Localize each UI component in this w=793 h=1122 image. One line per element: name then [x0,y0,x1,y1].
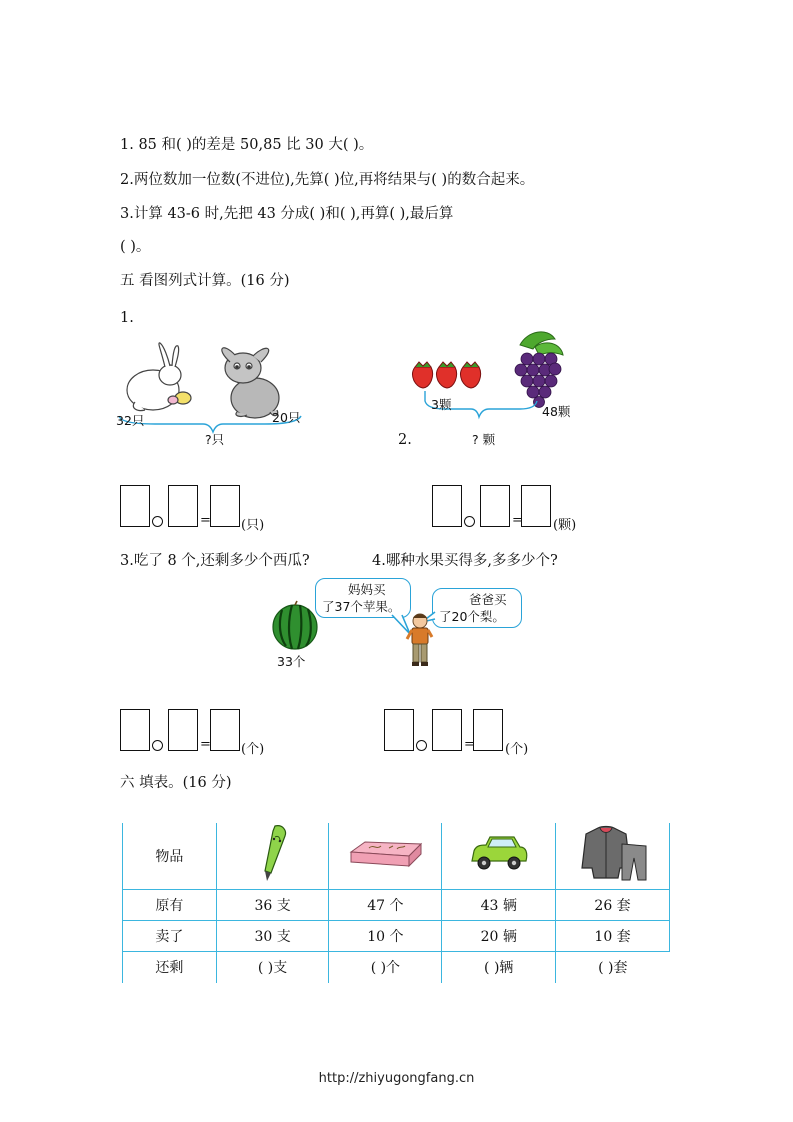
watermelon-count: 33个 [277,654,306,669]
answer-cell[interactable]: ( )套 [598,960,628,977]
question-line-2: 2.两位数加一位数(不进位),先算( )位,再将结果与( )的数合起来。 [120,172,535,188]
grey-rabbit-icon [222,348,279,418]
question-line-3-cont: ( )。 [120,239,151,255]
strawberry-icon [437,362,457,388]
section-6-heading: 六 填表。(16 分) [120,775,232,791]
strawberry-icon [461,362,481,388]
q2-number: 2. [398,432,412,448]
mom-bubble-line-1: 妈妈买 [348,582,386,597]
mom-bubble-line-2: 了37个苹果。 [322,599,401,614]
answer-box[interactable] [480,485,510,527]
unit-label: (个) [241,742,265,757]
pen-cell [216,823,329,890]
table-row-left [123,952,670,983]
table-row-have [123,890,670,921]
table-cell: 30 支 [216,921,329,952]
equals-sign: = [512,513,523,528]
row-label-have: 原有 [123,890,217,921]
left-rabbit-count: 32只 [116,413,145,428]
operator-circle[interactable] [464,516,475,527]
q4-text: 4.哪种水果买得多,多多少个? [372,553,558,569]
car-cell [442,823,556,890]
table-row-items [123,823,670,890]
operator-circle[interactable] [152,740,163,751]
equals-sign: = [464,737,475,752]
table-row-sold [123,921,670,952]
answer-cell[interactable]: ( )支 [216,952,329,983]
dad-bubble-line-1: 爸爸买 [469,592,507,607]
strawberry-count: 3颗 [431,397,452,412]
answer-cell[interactable]: ( )个 [329,952,442,983]
boy-icon [403,612,437,668]
row-label-sold: 卖了 [123,921,217,952]
answer-box[interactable] [120,485,150,527]
answer-box[interactable] [210,709,240,751]
answer-box[interactable] [384,709,414,751]
answer-box[interactable] [120,709,150,751]
clothes-cell [556,823,670,890]
answer-box[interactable] [210,485,240,527]
row-label-left: 还剩 [123,952,217,983]
mom-speech-bubble [315,578,411,618]
rabbit-total-unknown: ?只 [205,432,225,447]
pen-icon [253,823,293,885]
answer-box[interactable] [432,485,462,527]
grapes-icon [515,332,563,408]
unit-label: (个) [505,742,529,757]
answer-box[interactable] [168,485,198,527]
eraser-cell [329,823,442,890]
footer-url[interactable]: http://zhiyugongfang.cn [318,1071,475,1086]
table-cell: 36 支 [216,890,329,921]
answer-box[interactable] [521,485,551,527]
dad-bubble-line-2: 了20个梨。 [439,609,505,624]
table-cell: 10 套 [556,921,670,952]
unit-label: (只) [241,518,265,533]
table-cell: 10 个 [329,921,442,952]
section-5-heading: 五 看图列式计算。(16 分) [120,273,290,289]
toy-car-icon [468,833,530,875]
unit-label: (颗) [553,518,577,533]
question-line-3: 3.计算 43-6 时,先把 43 分成( )和( ),再算( ),最后算 [120,206,454,222]
q3-text: 3.吃了 8 个,还剩多少个西瓜? [120,553,310,569]
right-rabbit-count: 20只 [272,410,301,425]
operator-circle[interactable] [152,516,163,527]
answer-box[interactable] [473,709,503,751]
clothes-set-icon [576,824,650,884]
strawberry-icon [413,362,433,388]
answer-box[interactable] [168,709,198,751]
row-label-item: 物品 [123,823,217,890]
question-line-1: 1. 85 和( )的差是 50,85 比 30 大( )。 [120,137,374,153]
eraser-icon [345,834,425,874]
answer-cell[interactable]: ( )辆 [442,952,556,983]
fruit-total-unknown: ? 颗 [472,432,496,447]
equals-sign: = [200,513,211,528]
grape-count: 48颗 [542,404,571,419]
q1-number: 1. [120,310,134,326]
answer-box[interactable] [432,709,462,751]
equals-sign: = [200,737,211,752]
table-cell: 20 辆 [442,921,556,952]
dad-speech-bubble [432,588,522,628]
operator-circle[interactable] [416,740,427,751]
table-cell: 43 辆 [442,890,556,921]
table-cell: 26 套 [556,890,670,921]
table-cell: 47 个 [329,890,442,921]
white-rabbit-icon [127,343,191,411]
sales-table [122,823,670,983]
